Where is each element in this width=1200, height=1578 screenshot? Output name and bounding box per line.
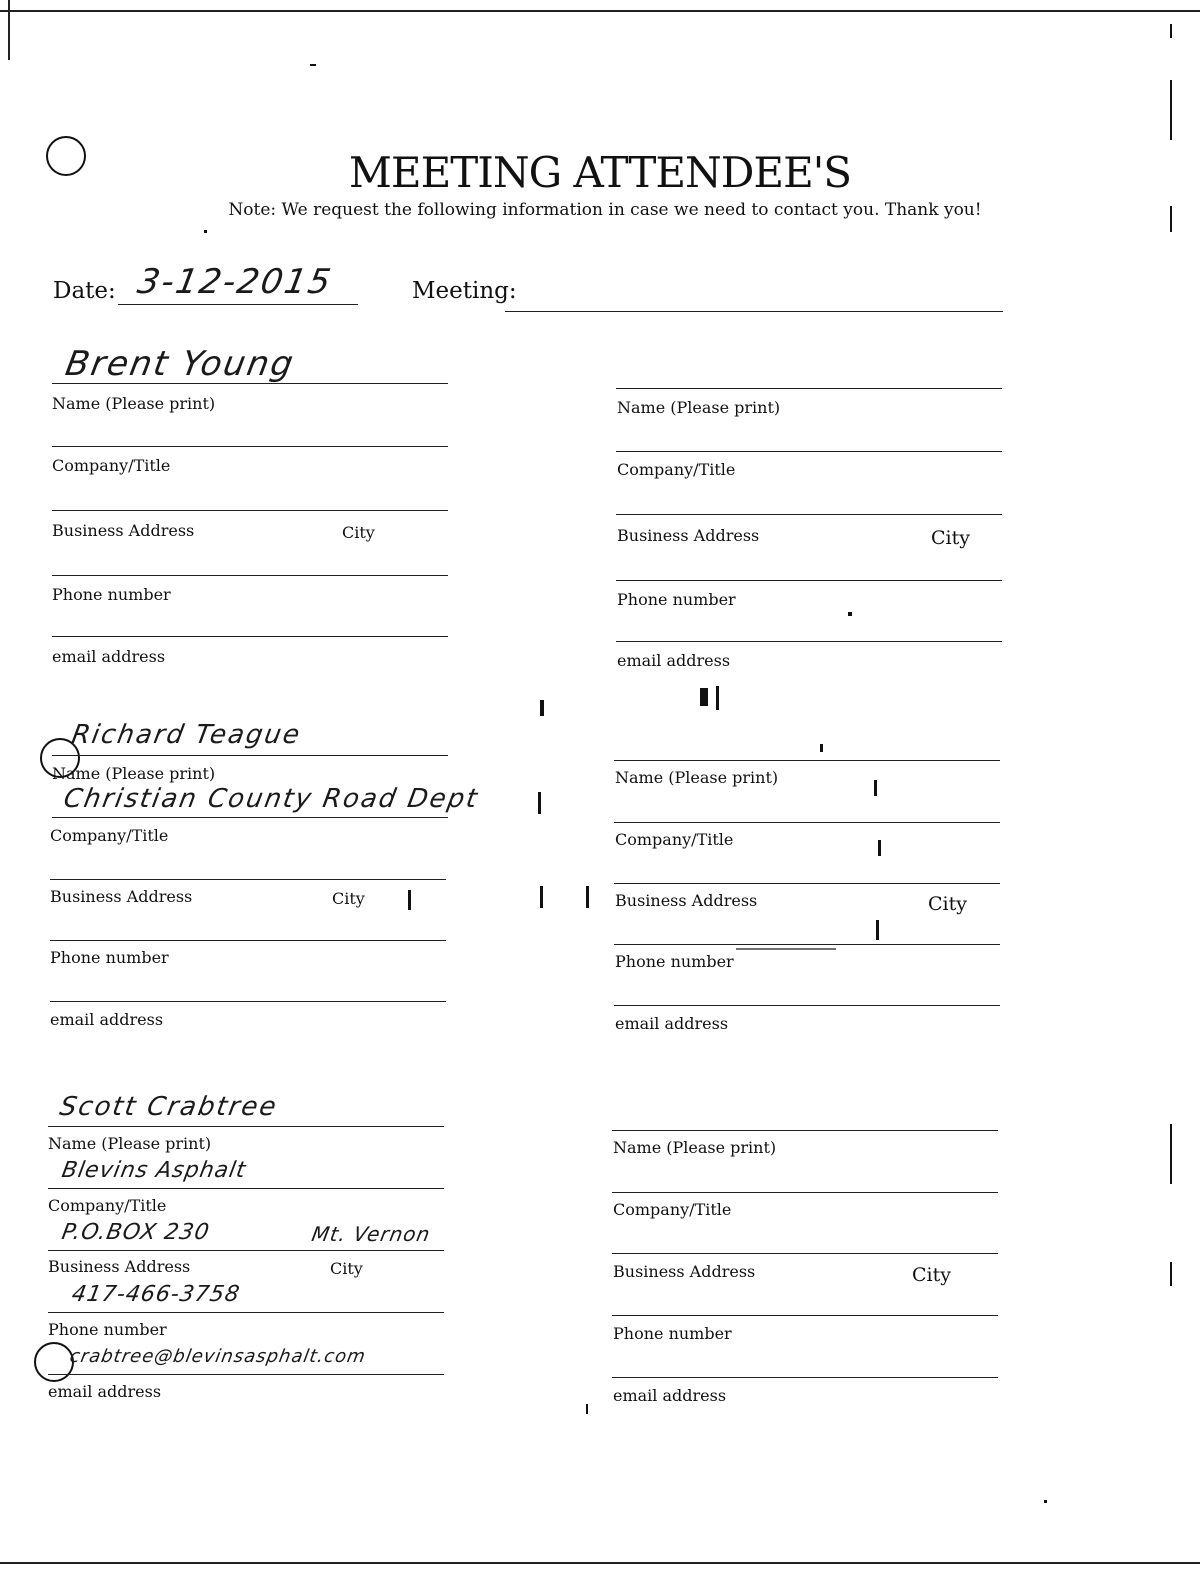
email-line [614, 1005, 1000, 1006]
company-label: Company/Title [50, 826, 169, 845]
scan-speck [1170, 24, 1172, 38]
phone-line [612, 1315, 998, 1316]
page-edge-bottom [0, 1562, 1200, 1564]
page-edge-left [8, 0, 10, 60]
email-line [616, 641, 1002, 642]
name-label: Name (Please print) [613, 1138, 777, 1157]
scan-speck [878, 840, 881, 856]
name-line [616, 388, 1002, 389]
name-label: Name (Please print) [52, 764, 216, 783]
city-label: City [332, 889, 365, 908]
scan-speck [876, 920, 879, 940]
company-label: Company/Title [613, 1200, 732, 1219]
phone-label: Phone number [613, 1324, 732, 1343]
attendee-name-value[interactable]: Brent Young [62, 344, 298, 384]
address-line [616, 514, 1002, 515]
scan-speck [538, 792, 541, 814]
scan-speck [1044, 1500, 1047, 1503]
company-label: Company/Title [48, 1196, 167, 1215]
address-label: Business Address [52, 521, 195, 540]
email-label: email address [617, 651, 731, 670]
scan-speck [1170, 1124, 1172, 1184]
address-label: Business Address [48, 1257, 191, 1276]
company-label: Company/Title [615, 830, 734, 849]
scan-speck [540, 886, 543, 908]
address-label: Business Address [613, 1262, 756, 1281]
scan-speck [848, 612, 852, 616]
email-label: email address [615, 1014, 729, 1033]
scan-speck [1170, 1262, 1172, 1286]
attendee-city-value[interactable]: Mt. Vernon [309, 1222, 433, 1246]
page-title: MEETING ATTENDEE'S [348, 148, 852, 197]
company-line [52, 446, 448, 447]
email-line [48, 1374, 444, 1375]
scan-speck [586, 886, 589, 908]
company-label: Company/Title [617, 460, 736, 479]
phone-line [50, 940, 446, 941]
phone-label: Phone number [615, 952, 734, 971]
attendee-company-value[interactable]: Christian County Road Dept [61, 784, 482, 814]
phone-label: Phone number [617, 590, 736, 609]
attendee-company-value[interactable]: Blevins Asphalt [59, 1158, 249, 1183]
name-label: Name (Please print) [617, 398, 781, 417]
email-label: email address [48, 1382, 162, 1401]
email-line [612, 1377, 998, 1378]
request-note: Note: We request the following information in case we need to contact you. Thank you! [228, 200, 982, 220]
name-line [48, 1126, 444, 1127]
email-label: email address [613, 1386, 727, 1405]
date-label: Date: [53, 278, 116, 304]
meeting-label: Meeting: [412, 278, 517, 304]
phone-line [48, 1312, 444, 1313]
attendee-address-value[interactable]: P.O.BOX 230 [59, 1220, 212, 1245]
scan-speck [204, 230, 207, 233]
name-label: Name (Please print) [48, 1134, 212, 1153]
email-line [50, 1001, 446, 1002]
city-label: City [912, 1264, 951, 1286]
attendee-name-value[interactable]: Scott Crabtree [57, 1092, 281, 1122]
scan-speck [1170, 206, 1172, 232]
scan-speck [540, 700, 544, 716]
city-label: City [330, 1259, 363, 1278]
company-line [52, 817, 448, 818]
address-line [48, 1250, 444, 1251]
date-field-line [118, 304, 358, 305]
scan-speck [736, 948, 836, 950]
scan-speck [820, 744, 823, 752]
company-label: Company/Title [52, 456, 171, 475]
name-line [612, 1130, 998, 1131]
email-line [52, 636, 448, 637]
phone-line [614, 944, 1000, 945]
page-edge-top [0, 10, 1200, 12]
city-label: City [931, 527, 970, 549]
attendee-email-value[interactable]: crabtree@blevinsasphalt.com [68, 1346, 368, 1367]
email-label: email address [52, 647, 166, 666]
address-label: Business Address [50, 887, 193, 906]
phone-line [616, 580, 1002, 581]
name-line [52, 383, 448, 384]
company-line [48, 1188, 444, 1189]
city-label: City [928, 893, 967, 915]
date-value[interactable]: 3-12-2015 [134, 262, 336, 302]
scan-speck [310, 64, 316, 66]
address-label: Business Address [617, 526, 760, 545]
phone-label: Phone number [50, 948, 169, 967]
meeting-field-line [505, 311, 1003, 312]
company-line [612, 1192, 998, 1193]
attendee-phone-value[interactable]: 417-466-3758 [69, 1282, 243, 1307]
scan-speck [700, 688, 708, 706]
phone-label: Phone number [52, 585, 171, 604]
email-label: email address [50, 1010, 164, 1029]
scan-speck [586, 1404, 588, 1414]
city-label: City [342, 523, 375, 542]
name-label: Name (Please print) [615, 768, 779, 787]
address-line [612, 1253, 998, 1254]
address-line [614, 883, 1000, 884]
company-line [616, 451, 1002, 452]
scan-speck [874, 780, 877, 796]
scan-speck [716, 686, 719, 710]
scan-speck [1170, 80, 1172, 140]
name-line [52, 755, 448, 756]
address-line [52, 510, 448, 511]
name-line [614, 760, 1000, 761]
phone-line [52, 575, 448, 576]
company-line [614, 822, 1000, 823]
phone-label: Phone number [48, 1320, 167, 1339]
scan-speck [408, 890, 411, 910]
attendee-name-value[interactable]: Richard Teague [69, 720, 304, 750]
address-label: Business Address [615, 891, 758, 910]
name-label: Name (Please print) [52, 394, 216, 413]
address-line [50, 879, 446, 880]
